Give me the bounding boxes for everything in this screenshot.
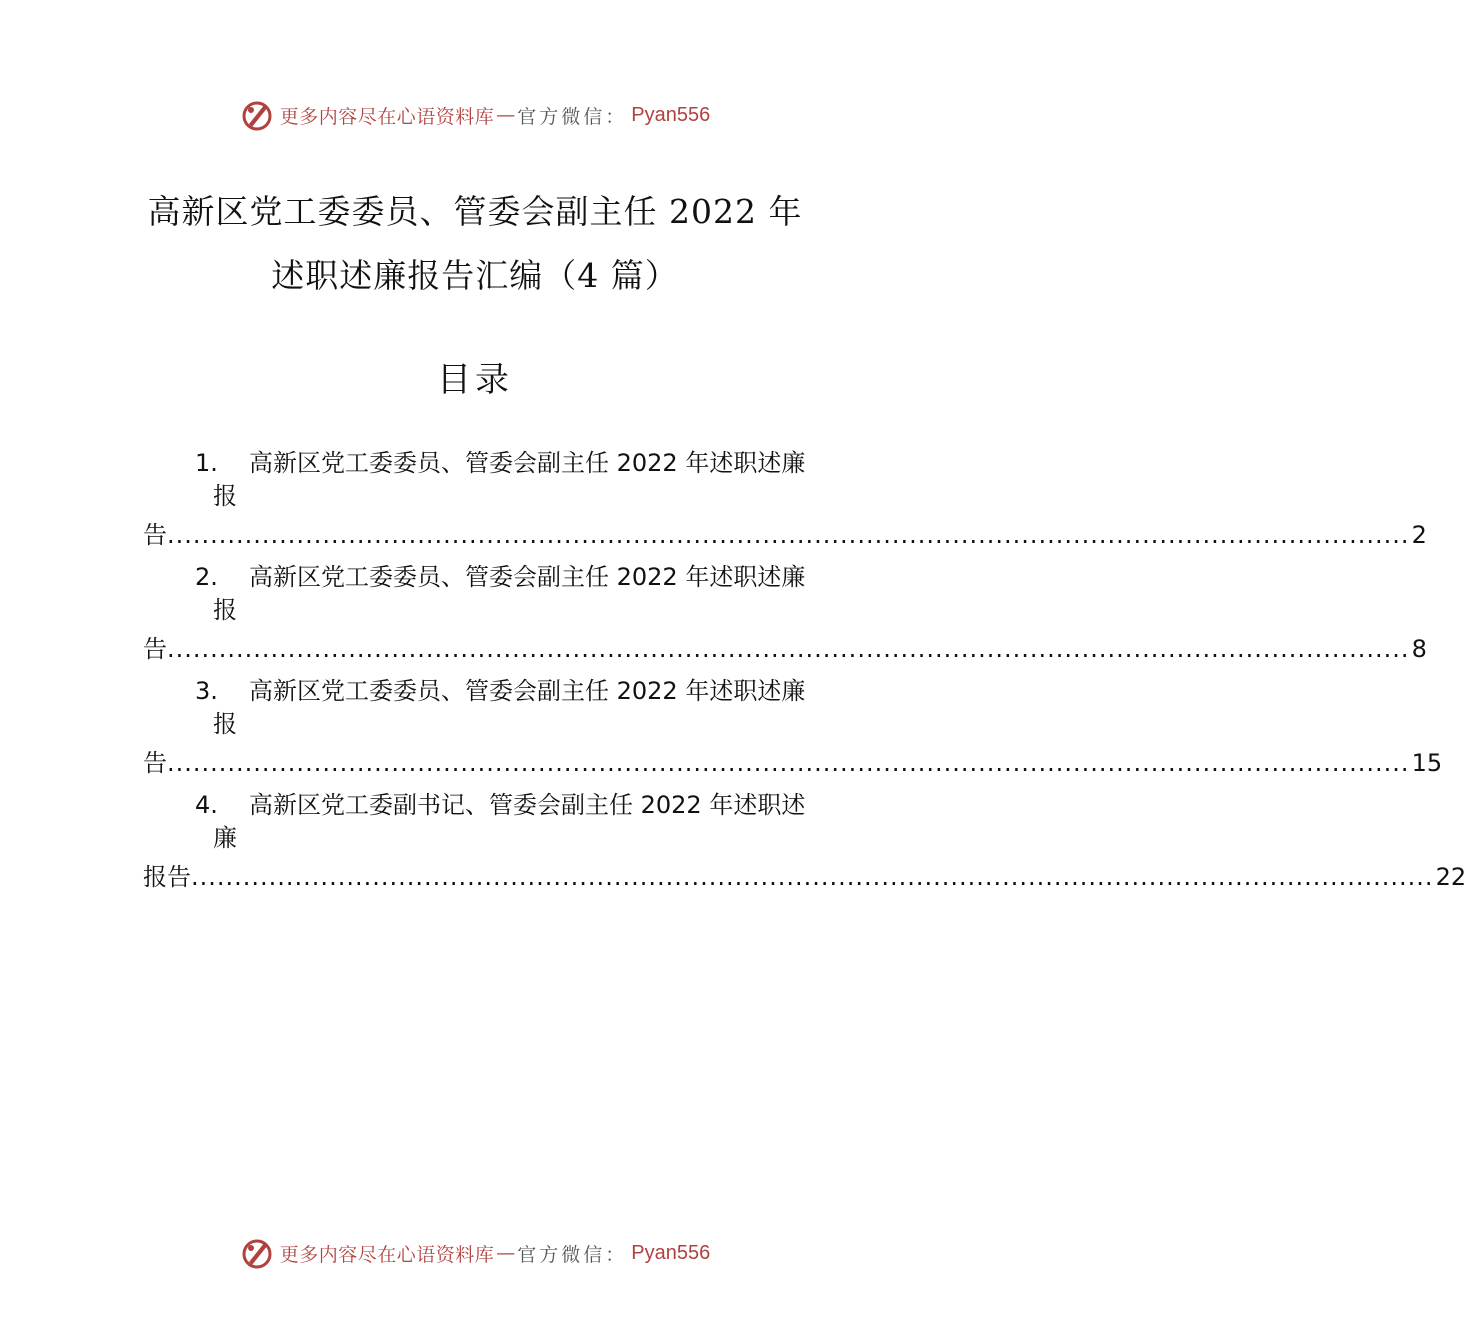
toc-dot-leader: ................................................................................................................................................ xyxy=(191,863,1434,891)
banner-wechat-id: Pyan556 xyxy=(631,1241,711,1264)
toc-entry-title: 高新区党工委委员、管委会副主任 2022 年述职述廉 xyxy=(249,677,806,705)
toc-entry-number: 2. xyxy=(195,563,218,591)
toc-dot-leader: ................................................................................................................................................ xyxy=(167,635,1410,663)
toc-entry-title-tail: 报告 xyxy=(143,863,191,891)
toc-heading: 目录 xyxy=(437,360,513,400)
toc-page-number: 22 xyxy=(1435,863,1466,891)
toc-entry-title-tail: 告 xyxy=(143,749,167,777)
toc-page-number: 8 xyxy=(1411,635,1427,663)
toc-entry-leader-line xyxy=(143,634,1427,664)
toc-entry-title-wrap: 廉 xyxy=(213,824,237,852)
toc-entry-number: 1. xyxy=(195,449,218,477)
banner-text: 更多内容尽在心语资料库 xyxy=(279,1243,495,1266)
toc-page-number: 15 xyxy=(1411,749,1443,777)
toc-entry-title-wrap: 报 xyxy=(213,596,237,624)
toc-entry-title-tail: 告 xyxy=(143,521,167,549)
header-banner xyxy=(0,95,950,135)
banner-official: 官方微信： xyxy=(517,105,628,128)
toc-entry-leader-line xyxy=(143,862,1466,892)
toc-entry-number: 3. xyxy=(195,677,218,705)
toc-entry-title: 高新区党工委委员、管委会副主任 2022 年述职述廉 xyxy=(249,563,806,591)
banner-official: 官方微信： xyxy=(517,1243,628,1266)
footer-banner xyxy=(0,1233,950,1273)
toc-dot-leader: ................................................................................................................................................ xyxy=(167,749,1410,777)
banner-wechat-id: Pyan556 xyxy=(631,103,711,126)
pen-logo-icon xyxy=(240,98,274,132)
pen-logo-icon xyxy=(240,1236,274,1270)
toc-entry-title-wrap: 报 xyxy=(213,482,237,510)
toc-entry-number: 4. xyxy=(195,791,218,819)
banner-separator: — xyxy=(496,104,516,126)
banner-text: 更多内容尽在心语资料库 xyxy=(279,105,495,128)
toc-entry-title-tail: 告 xyxy=(143,635,167,663)
toc-page-number: 2 xyxy=(1411,521,1427,549)
toc-entry-leader-line xyxy=(143,748,1443,778)
toc-entry-title-wrap: 报 xyxy=(213,710,237,738)
toc-entry-title: 高新区党工委副书记、管委会副主任 2022 年述职述 xyxy=(249,791,806,819)
toc-dot-leader: ................................................................................................................................................ xyxy=(167,521,1410,549)
toc-entry-leader-line xyxy=(143,520,1427,550)
document-title-line-1: 高新区党工委委员、管委会副主任 2022 年 xyxy=(147,192,803,231)
document-title-line-2: 述职述廉报告汇编（4 篇） xyxy=(271,256,679,295)
toc-entry-title: 高新区党工委委员、管委会副主任 2022 年述职述廉 xyxy=(249,449,806,477)
banner-separator: — xyxy=(496,1242,516,1264)
